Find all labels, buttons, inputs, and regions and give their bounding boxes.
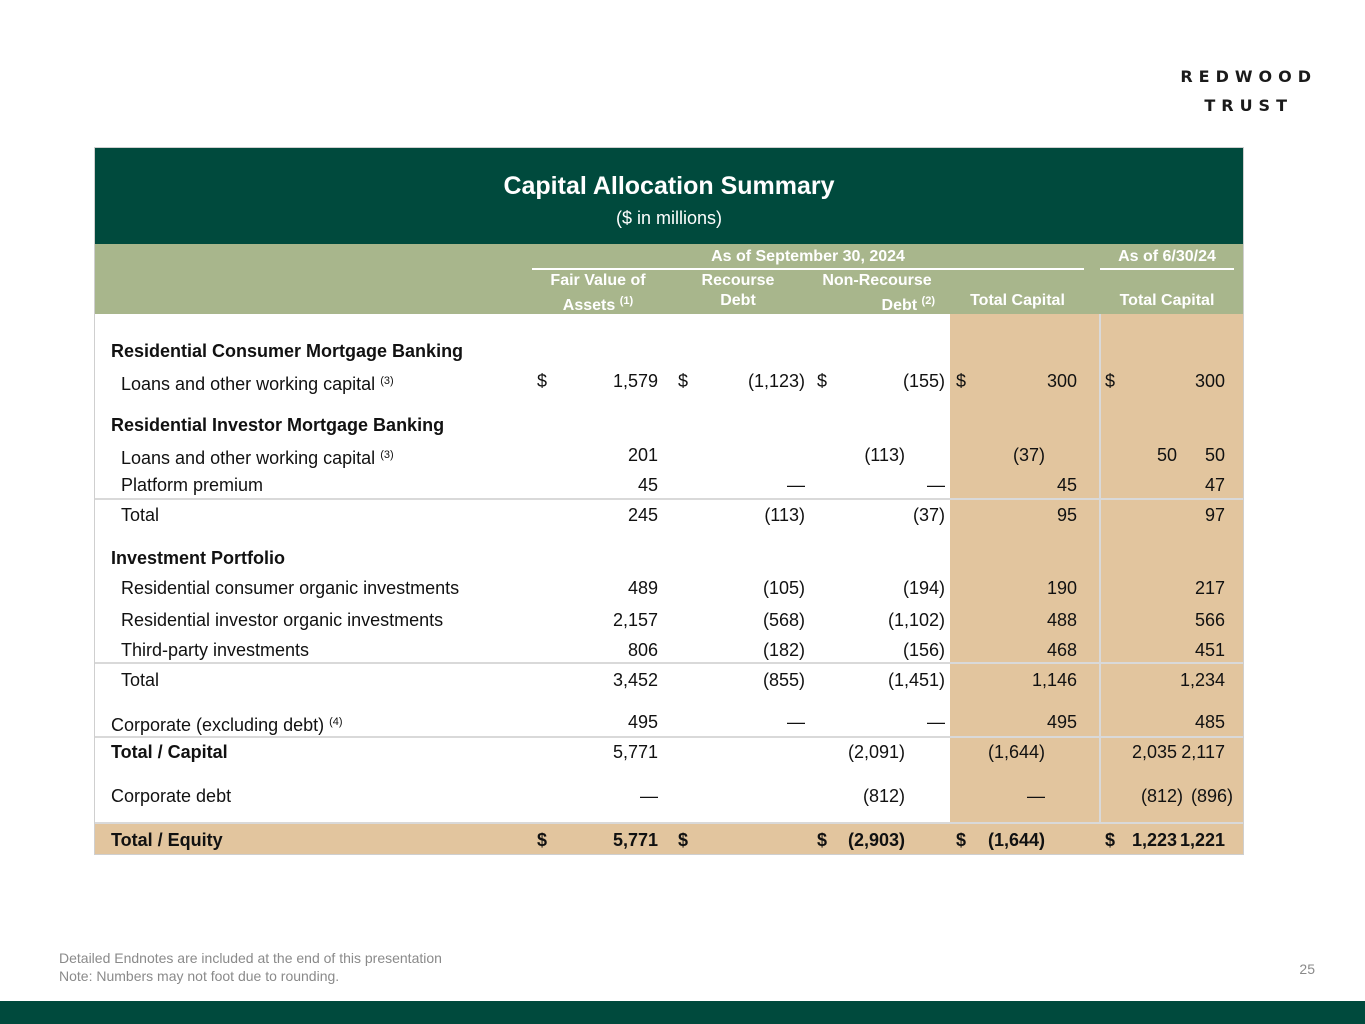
row-label (121, 442, 394, 471)
cell-fv: — (640, 786, 658, 806)
row-label (111, 709, 343, 738)
dollar-sign-rd: $ (678, 830, 689, 850)
header-non-recourse-debt (811, 271, 943, 316)
logo-line1: REDWOOD (1180, 67, 1317, 86)
header-nrd-line1: Non-Recourse (822, 272, 932, 289)
dollar-sign-nrd: $ (817, 371, 828, 391)
cell-tc: 488 (1046, 610, 1077, 630)
logo-line2: TRUST (1204, 96, 1293, 115)
row-label-text: Loans and other working capital (121, 448, 376, 468)
cell-nrd: (1,644) (987, 830, 1045, 850)
cell-fv: 489 (627, 578, 658, 598)
section-residential-investor (95, 412, 1243, 438)
row-label: Investment Portfolio (111, 548, 286, 568)
cell-fv: 5,771 (612, 830, 658, 850)
cell-fv: 201 (627, 445, 658, 465)
footer-endnotes: Detailed Endnotes are included at the end of this presentation (59, 950, 442, 966)
table-subtitle: ($ in millions) (615, 208, 723, 228)
cell-tc-prior: 47 (1204, 475, 1225, 495)
footer-rounding-note: Note: Numbers may not foot due to rounding. (59, 968, 340, 984)
dollar-sign-fv: $ (537, 830, 548, 850)
group-underline-2 (1100, 268, 1234, 270)
cell-nrd: — (927, 475, 945, 495)
table-row-corporate-debt (95, 783, 1243, 809)
cell-nrd: (37) (912, 505, 945, 525)
cell-nrd: (156) (902, 640, 945, 660)
cell-nrd: (1,644) (987, 742, 1045, 762)
row-label: Third-party investments (121, 640, 310, 660)
header-total-capital-prior: Total Capital (1119, 292, 1215, 309)
cell-fv: 1,579 (612, 371, 658, 391)
section-investment-portfolio (95, 545, 1243, 571)
cell-tc-prior: 97 (1204, 505, 1225, 525)
cell-tc-prior: (896) (1190, 786, 1233, 806)
row-label: Platform premium (121, 475, 264, 495)
cell-fv: 5,771 (612, 742, 658, 762)
cell-tc: (812) (1140, 786, 1183, 806)
row-note: (4) (329, 716, 343, 728)
cell-nrd: (1,451) (887, 670, 945, 690)
table-row-rimb-total (95, 502, 1243, 528)
cell-tc: 1,146 (1031, 670, 1077, 690)
dollar-sign-nrd: $ (817, 830, 828, 850)
cell-fv: 245 (627, 505, 658, 525)
cell-nrd: — (927, 712, 945, 732)
cell-tc-prior: 566 (1194, 610, 1225, 630)
dollar-sign-tc-prior: $ (1105, 830, 1116, 850)
section-residential-consumer (95, 338, 1243, 364)
cell-tc: 1,223 (1131, 830, 1177, 850)
cell-tc-prior: 485 (1194, 712, 1225, 732)
row-note: (3) (380, 375, 394, 387)
column-header-band (95, 244, 1243, 314)
group-header-sept-2024: As of September 30, 2024 (711, 248, 905, 265)
cell-rd: (1,123) (747, 371, 805, 391)
cell-fv: 45 (637, 475, 658, 495)
cell-fv: 495 (627, 712, 658, 732)
cell-rd: (568) (762, 610, 805, 630)
header-fv-line1: Fair Value of (550, 272, 646, 289)
cell-nrd: (155) (902, 371, 945, 391)
cell-rd: (2,903) (847, 830, 905, 850)
cell-fv: 2,157 (612, 610, 658, 630)
cell-nrd: (194) (902, 578, 945, 598)
cell-rd: (113) (764, 505, 805, 525)
cell-rd: (113) (864, 445, 905, 465)
cell-rd: — (787, 712, 805, 732)
row-label: Total / Equity (111, 830, 223, 850)
table-row-consumer-organic (95, 575, 1243, 601)
dollar-sign-tc-prior: $ (1105, 371, 1116, 391)
row-label: Corporate debt (111, 786, 232, 806)
cell-rd: (105) (762, 578, 805, 598)
cell-rd: (2,091) (847, 742, 905, 762)
bottom-bar (0, 1001, 1365, 1024)
dollar-sign-fv: $ (537, 371, 548, 391)
cell-tc-prior: 2,117 (1181, 742, 1225, 762)
cell-rd: (855) (762, 670, 805, 690)
cell-rd: (812) (862, 786, 905, 806)
page-number: 25 (1299, 961, 1315, 977)
row-label: Total (121, 670, 160, 690)
cell-tc-prior: 1,234 (1179, 670, 1225, 690)
capital-allocation-table (94, 147, 1244, 855)
cell-tc-prior: 451 (1194, 640, 1225, 660)
row-label: Residential Consumer Mortgage Banking (111, 341, 464, 361)
cell-tc-prior: 300 (1194, 371, 1225, 391)
header-fv-note: (1) (619, 295, 634, 307)
row-label: Total / Capital (111, 742, 228, 762)
group-header-jun-2024: As of 6/30/24 (1118, 248, 1216, 265)
row-label: Residential consumer organic investments (121, 578, 460, 598)
table-row-platform-premium (95, 472, 1243, 498)
header-total-capital: Total Capital (970, 292, 1065, 309)
row-label: Total (121, 505, 160, 525)
row-label-text: Corporate (excluding debt) (111, 715, 325, 735)
cell-tc-prior: 217 (1194, 578, 1225, 598)
table-row-total-equity (95, 827, 1243, 853)
table-row-total-capital (95, 739, 1243, 765)
dollar-sign-rd: $ (678, 371, 689, 391)
cell-tc: 50 (1156, 445, 1177, 465)
cell-fv: 806 (627, 640, 658, 660)
table-row-investor-organic (95, 607, 1243, 633)
cell-tc: 300 (1046, 371, 1077, 391)
redwood-trust-logo (1180, 62, 1317, 120)
header-recourse-debt (679, 271, 797, 311)
table-row-corporate (95, 709, 1243, 735)
cell-nrd: (1,102) (887, 610, 945, 630)
table-row-rcmb-loans (95, 368, 1243, 394)
row-note: (3) (380, 449, 394, 461)
table-title: Capital Allocation Summary (503, 172, 835, 200)
row-label (121, 368, 394, 397)
footer-notes (59, 949, 442, 985)
cell-tc: 95 (1056, 505, 1077, 525)
table-title-band (95, 148, 1243, 244)
cell-tc: 45 (1056, 475, 1077, 495)
cell-nrd: (37) (1012, 445, 1045, 465)
header-fv-line2: Assets (562, 297, 616, 314)
row-label: Residential Investor Mortgage Banking (111, 415, 445, 435)
cell-tc: 190 (1046, 578, 1077, 598)
dollar-sign-tc: $ (956, 830, 967, 850)
cell-tc-prior: 50 (1204, 445, 1225, 465)
cell-tc-prior: 1,221 (1179, 830, 1225, 850)
row-label: Residential investor organic investments (121, 610, 444, 630)
rule-total-equity (95, 822, 1243, 824)
table-row-third-party (95, 637, 1243, 663)
cell-tc: 495 (1046, 712, 1077, 732)
cell-tc: 468 (1046, 640, 1077, 660)
row-label-text: Loans and other working capital (121, 374, 376, 394)
dollar-sign-tc: $ (956, 371, 967, 391)
rule-rimb-total (95, 498, 1243, 500)
cell-nrd: — (1027, 786, 1045, 806)
cell-tc: 2,035 (1131, 742, 1177, 762)
table-row-ip-total (95, 667, 1243, 693)
cell-rd: — (787, 475, 805, 495)
header-nrd-note: (2) (921, 295, 935, 307)
header-rd-line2: Debt (720, 292, 756, 309)
header-rd-line1: Recourse (701, 272, 775, 289)
cell-fv: 3,452 (612, 670, 658, 690)
header-nrd-line2: Debt (881, 297, 918, 314)
header-fair-value (532, 271, 664, 316)
table-row-rimb-loans (95, 442, 1243, 468)
cell-rd: (182) (762, 640, 805, 660)
group-underline-1 (532, 268, 1084, 270)
